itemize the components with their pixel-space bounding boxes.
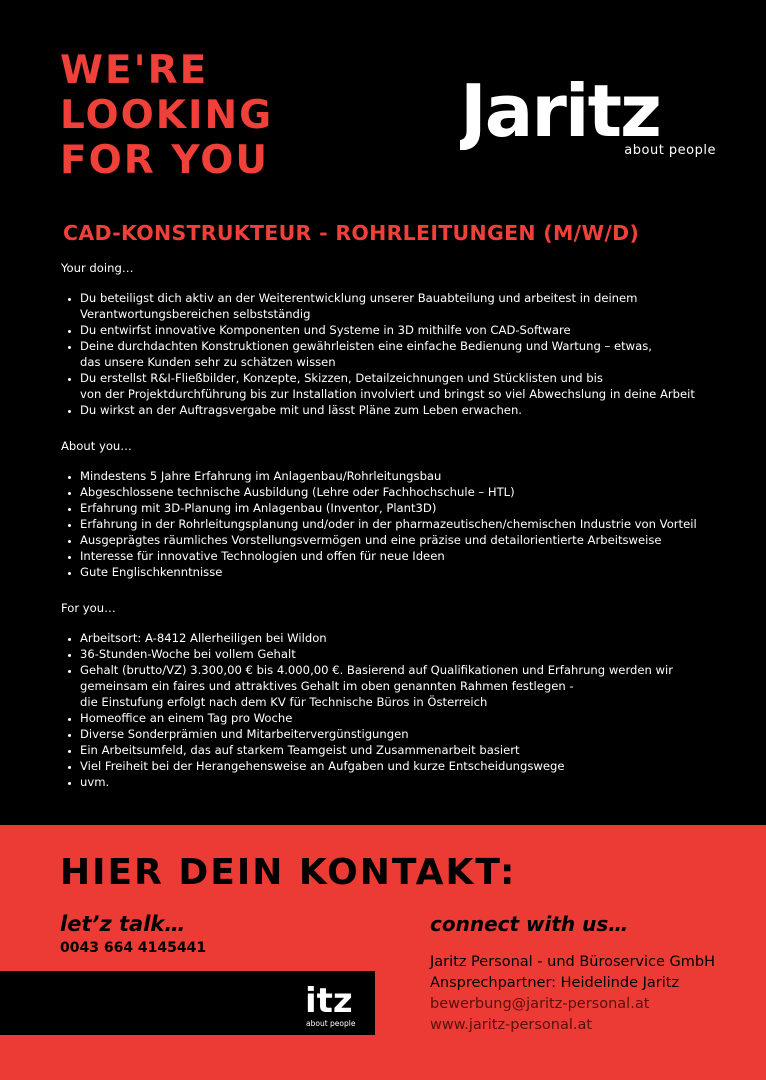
list-item: • Du entwirfst innovative Komponenten und Systeme in 3D mithilfe von CAD-Software bbox=[80, 322, 751, 338]
list-item: • Arbeitsort: A-8412 Allerheiligen bei Wildon bbox=[80, 630, 751, 646]
about-list bbox=[61, 468, 751, 580]
contact-title: HIER DEIN KONTAKT: bbox=[60, 852, 517, 893]
list-item: • Du wirkst an der Auftragsvergabe mit und lässt Pläne zum Leben erwachen. bbox=[80, 402, 751, 418]
offer-list bbox=[61, 630, 751, 790]
job-description bbox=[61, 260, 751, 810]
list-item: • Ein Arbeitsumfeld, das auf starkem Teamgeist und Zusammenarbeit basiert bbox=[80, 742, 751, 758]
list-item: • Du erstellst R&I-Fließbilder, Konzepte, Skizzen, Detailzeichnungen und Stücklisten und bis von der Projektdurchführung bis zur Installation involviert und bringst so viel Abwechslung in deine Arbeit bbox=[80, 370, 751, 402]
headline-line-2: LOOKING bbox=[60, 93, 274, 138]
job-title: CAD-KONSTRUKTEUR - ROHRLEITUNGEN (M/W/D) bbox=[63, 221, 640, 245]
logo-text: Jaritz bbox=[460, 70, 660, 150]
list-item: • Erfahrung in der Rohrleitungsplanung und/oder in der pharmazeutischen/chemischen Industrie von Vorteil bbox=[80, 516, 751, 532]
section-heading-doing: Your doing… bbox=[61, 261, 134, 275]
section-heading-offer: For you… bbox=[61, 601, 116, 615]
list-item: • Mindestens 5 Jahre Erfahrung im Anlagenbau/Rohrleitungsbau bbox=[80, 468, 751, 484]
phone-number[interactable]: 0043 664 4145441 bbox=[60, 940, 207, 956]
list-item: • Gehalt (brutto/VZ) 3.300,00 € bis 4.000,00 €. Basierend auf Qualifikationen und Erfahrung werden wir gemeinsam ein faires und attraktives Gehalt im oben genannten Rahmen festlegen - die Einstufung erfolgt nach dem KV für Technische Büros in Österreich bbox=[80, 662, 751, 710]
mini-logo-tagline: about people bbox=[306, 1019, 356, 1028]
list-item: • Erfahrung mit 3D-Planung im Anlagenbau (Inventor, Plant3D) bbox=[80, 500, 751, 516]
list-item: • Viel Freiheit bei der Herangehensweise an Aufgaben und kurze Entscheidungswege bbox=[80, 758, 751, 774]
headline bbox=[60, 48, 273, 183]
logo-tagline: about people bbox=[624, 143, 716, 158]
list-item: • Homeoffice an einem Tag pro Woche bbox=[80, 710, 751, 726]
mini-logo-text: itz bbox=[305, 981, 353, 1020]
connect-label: connect with us… bbox=[430, 912, 629, 936]
company-name: Jaritz Personal - und Büroservice GmbH bbox=[430, 954, 716, 970]
list-item: • Abgeschlossene technische Ausbildung (Lehre oder Fachhochschule – HTL) bbox=[80, 484, 751, 500]
doing-list bbox=[61, 290, 751, 418]
list-item: • Gute Englischkenntnisse bbox=[80, 564, 751, 580]
list-item: • Deine durchdachten Konstruktionen gewährleisten eine einfache Bedienung und Wartung – etwas, das unsere Kunden sehr zu schätzen wissen bbox=[80, 338, 751, 370]
contact-person: Ansprechpartner: Heidelinde Jaritz bbox=[430, 975, 680, 991]
list-item: • uvm. bbox=[80, 774, 751, 790]
list-item: • Ausgeprägtes räumliches Vorstellungsvermögen und eine präzise und detailorientierte Arbeitsweise bbox=[80, 532, 751, 548]
talk-label: let’z talk… bbox=[60, 912, 186, 936]
section-heading-about: About you… bbox=[61, 439, 132, 453]
list-item: • Diverse Sonderprämien und Mitarbeitervergünstigungen bbox=[80, 726, 751, 742]
list-item: • Du beteiligst dich aktiv an der Weiterentwicklung unserer Bauabteilung und arbeitest in deinem Verantwortungsbereichen selbstständig bbox=[80, 290, 751, 322]
headline-line-1: WE'RE bbox=[60, 48, 209, 93]
contact-details bbox=[430, 952, 715, 1036]
website-link[interactable]: www.jaritz-personal.at bbox=[430, 1017, 593, 1033]
headline-line-3: FOR YOU bbox=[60, 138, 270, 183]
list-item: • 36-Stunden-Woche bei vollem Gehalt bbox=[80, 646, 751, 662]
email-link[interactable]: bewerbung@jaritz-personal.at bbox=[430, 996, 650, 1012]
list-item: • Interesse für innovative Technologien und offen für neue Ideen bbox=[80, 548, 751, 564]
